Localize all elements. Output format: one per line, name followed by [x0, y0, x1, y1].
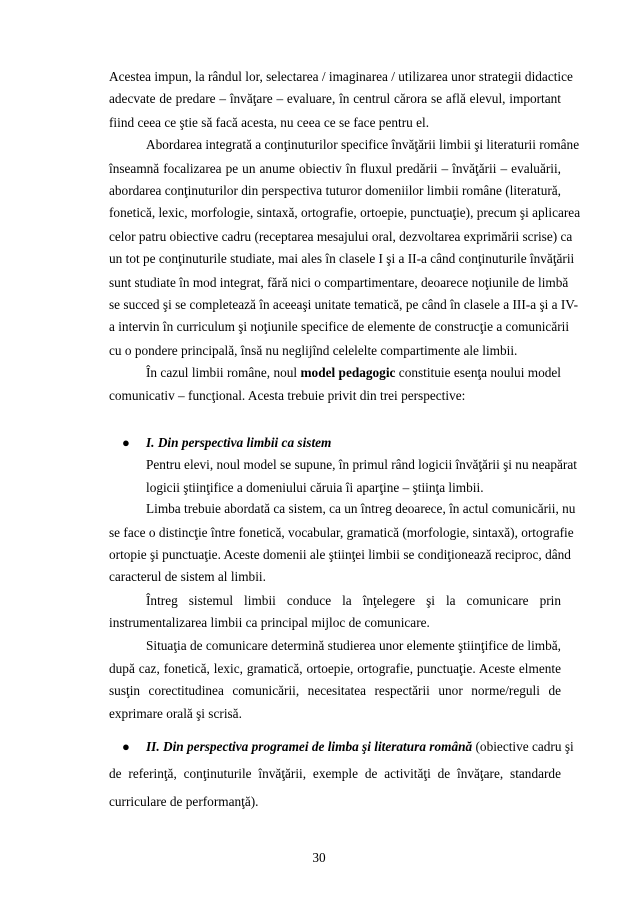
text-line: adecvate de predare – învăţare – evaluare, în centrul cărora se află elevul, important	[109, 91, 561, 106]
text-line: se face o distincţie între fonetică, vocabular, gramatică (morfologie, sintaxă), ortografie	[109, 525, 574, 540]
section-heading-2-rest: (obiective cadru şi	[472, 739, 574, 754]
bullet-icon: ●	[122, 739, 130, 754]
bullet-icon: ●	[122, 435, 130, 450]
text-line: Situaţia de comunicare determină studierea unor elemente ştiinţifice de limbă,	[146, 638, 562, 653]
text-line: înseamnă focalizarea pe un anume obiectiv în fluxul predării – învăţării – evaluării,	[109, 161, 561, 176]
text-line: se succed şi se completează în aceeaşi unitate tematică, pe când în clasele a III-a şi a IV-	[109, 297, 579, 312]
text-line: caracterul de sistem al limbii.	[109, 569, 266, 584]
text-line: un tot pe conţinuturile studiate, mai ales în clasele I şi a II-a când conţinuturile învăţării	[109, 251, 575, 266]
text-line: sunt studiate în mod integrat, fără nici o compartimentare, deoarece noţiunile de limbă	[109, 275, 569, 290]
text-line: de referinţă, conţinuturile învăţării, exemple de activităţi de învăţare, standarde	[109, 766, 561, 781]
text-line: comunicativ – funcţional. Acesta trebuie privit din trei perspective:	[109, 388, 466, 403]
text-line: ortopie şi punctuaţie. Aceste domenii ale ştiinţei limbii se condiţionează reciproc, dând	[109, 547, 571, 562]
text-line: exprimare orală şi scrisă.	[109, 706, 242, 721]
text-line: după caz, fonetică, lexic, gramatică, ortoepie, ortografie, punctuaţie. Aceste elmente	[109, 661, 561, 676]
model-pedagogic-line	[146, 365, 561, 381]
text-line: susţin corectitudinea comunicării, necesitatea respectării unor norme/reguli de	[109, 683, 561, 698]
text-line: a intervin în curriculum şi noţiunile specifice de elemente de construcţie a comunicării	[109, 319, 570, 334]
page-number: 30	[312, 850, 326, 865]
text-line: Abordarea integrată a conţinuturilor specifice învăţării limbii şi literaturii române	[146, 137, 580, 152]
text-line: Acestea impun, la rândul lor, selectarea / imaginarea / utilizarea unor strategii didactice	[109, 69, 573, 84]
text-span: În cazul limbii române, noul	[146, 365, 301, 380]
text-line: abordarea conţinuturilor din perspectiva tuturor domeniilor limbii române (literatură,	[109, 183, 561, 198]
text-line: Întreg sistemul limbii conduce la înţelegere şi la comunicare prin	[146, 593, 561, 608]
text-line: fiind ceea ce ştie să facă acesta, nu ceea ce se face pentru el.	[109, 115, 430, 130]
text-line: celor patru obiective cadru (receptarea mesajului oral, dezvoltarea exprimării scrise) ca	[109, 229, 573, 244]
text-line: fonetică, lexic, morfologie, sintaxă, ortografie, ortoepie, punctuaţie), precum şi aplicarea	[109, 205, 581, 220]
text-line: cu o pondere principală, însă nu neglijînd celelelte compartimente ale limbii.	[109, 343, 518, 358]
text-line: instrumentalizarea limbii ca principal mijloc de comunicare.	[109, 615, 430, 630]
bold-term: model pedagogic	[300, 365, 396, 380]
text-line: logicii ştiinţifice a domeniului căruia îi aparţine – ştiinţa limbii.	[146, 480, 484, 495]
section-heading-2-title: II. Din perspectiva programei de limba şi literatura română	[146, 739, 473, 754]
text-line: curriculare de performanţă).	[109, 794, 259, 809]
text-line: Limba trebuie abordată ca sistem, ca un întreg deoarece, în actul comunicării, nu	[146, 501, 576, 516]
text-span: constituie esenţa noului model	[395, 365, 561, 380]
text-line: Pentru elevi, noul model se supune, în primul rând logicii învăţării şi nu neapărat	[146, 457, 577, 472]
section-heading-1: I. Din perspectiva limbii ca sistem	[146, 435, 332, 450]
section-heading-2	[146, 739, 574, 755]
